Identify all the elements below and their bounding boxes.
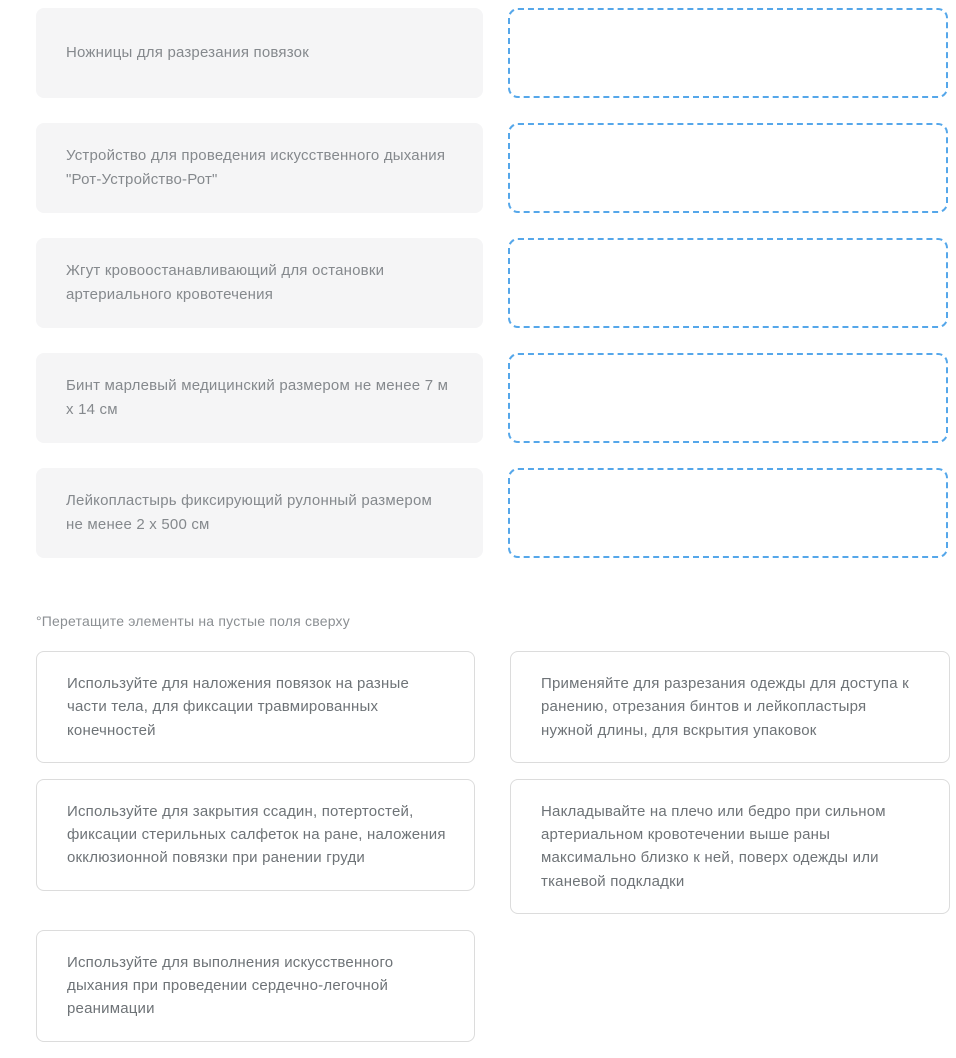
drag-card-text: Используйте для выполнения искусственного дыхания при проведении сердечно-легочной реанимации (67, 953, 394, 1018)
drag-card-plaster-use[interactable] (36, 779, 475, 891)
dropzone-3[interactable] (508, 238, 948, 328)
drag-card-bandage-use[interactable] (36, 651, 475, 763)
dropzone-4[interactable] (508, 353, 948, 443)
match-row (36, 468, 956, 558)
match-row (36, 8, 956, 98)
match-row (36, 238, 956, 328)
match-row (36, 123, 956, 213)
item-label-text: Бинт марлевый медицинский размером не менее 7 м х 14 см (66, 377, 449, 418)
drag-card-text: Используйте для наложения повязок на разные части тела, для фиксации травмированных конечностей (67, 675, 409, 739)
drag-card-tourniquet-use[interactable] (510, 779, 950, 914)
item-label-text: Жгут кровоостанавливающий для остановки артериального кровотечения (66, 262, 385, 303)
dropzone-2[interactable] (508, 123, 948, 213)
dropzone-1[interactable] (508, 8, 948, 98)
item-label-tourniquet (36, 238, 483, 328)
item-label-scissors (36, 8, 483, 98)
drag-card-scissors-use[interactable] (510, 651, 950, 763)
drag-card-text: Накладывайте на плечо или бедро при сильном артериальном кровотечении выше раны максимально близко к ней, поверх одежды или тканевой подкладки (541, 802, 886, 890)
drag-card-text: Применяйте для разрезания одежды для доступа к ранению, отрезания бинтов и лейкопластыря нужной длины, для вскрытия упаковок (541, 675, 909, 739)
drag-card-text: Используйте для закрытия ссадин, потертостей, фиксации стерильных салфеток на ране, наложения окклюзионной повязки при ранении груди (67, 802, 446, 867)
drag-card-breathing-use[interactable] (36, 930, 475, 1042)
drag-instruction: °Перетащите элементы на пустые поля сверху (36, 613, 350, 629)
item-label-adhesive-plaster (36, 468, 483, 558)
item-label-bandage (36, 353, 483, 443)
item-label-breathing-device (36, 123, 483, 213)
item-label-text: Устройство для проведения искусственного дыхания "Рот-Устройство-Рот" (66, 147, 446, 188)
item-label-text: Ножницы для разрезания повязок (66, 44, 309, 61)
draggable-cards-area (36, 651, 956, 1042)
match-row (36, 353, 956, 443)
item-label-text: Лейкопластырь фиксирующий рулонный размером не менее 2 х 500 см (66, 492, 432, 533)
dropzone-5[interactable] (508, 468, 948, 558)
